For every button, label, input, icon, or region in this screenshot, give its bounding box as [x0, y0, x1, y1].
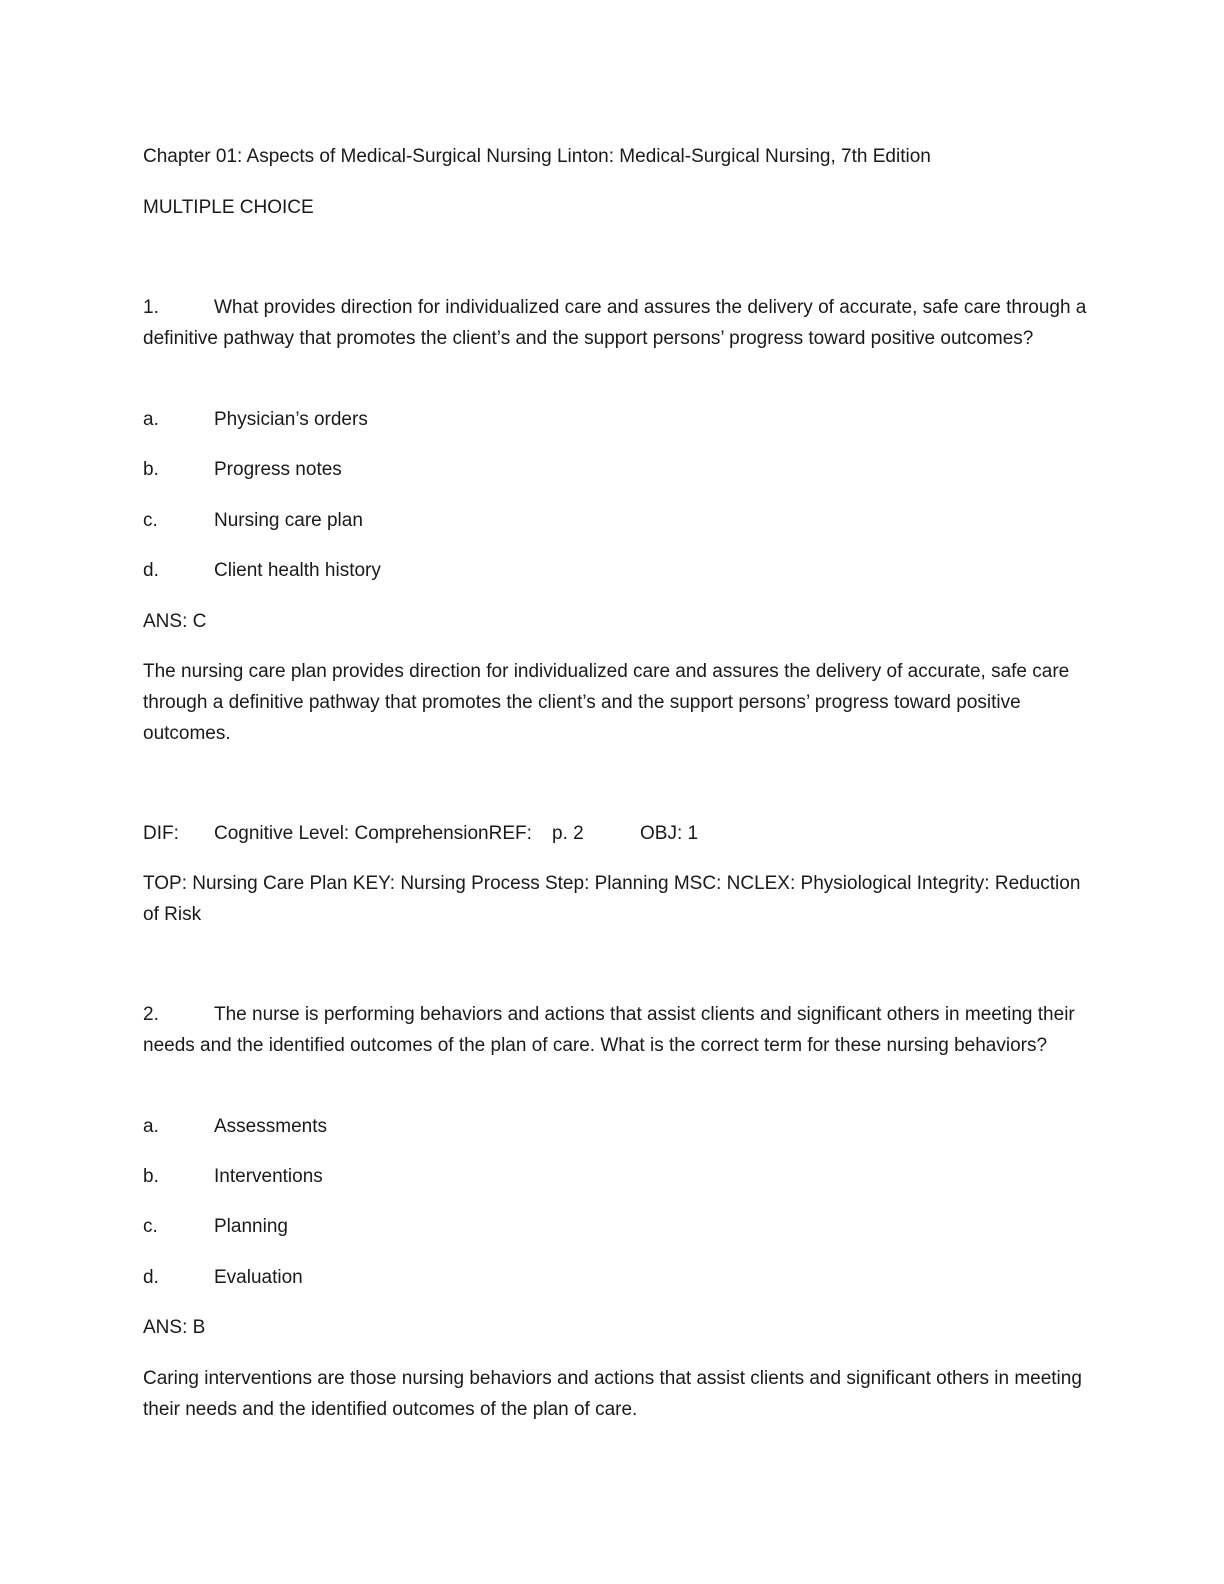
- option-text: Interventions: [214, 1166, 323, 1187]
- option-letter: d.: [143, 1267, 159, 1288]
- dif-label: DIF:: [143, 823, 179, 844]
- option-text: Client health history: [214, 560, 381, 581]
- objective: OBJ: 1: [640, 823, 699, 844]
- question-tags: TOP: Nursing Care Plan KEY: Nursing Process Step: Planning MSC: NCLEX: Physiological Integrity: Reduction of Risk: [143, 873, 1081, 925]
- answer-option-b: [143, 1161, 323, 1192]
- option-letter: d.: [143, 560, 159, 581]
- option-letter: c.: [143, 1216, 158, 1237]
- question-stem-first: The nurse is performing behaviors and actions that assist clients and significant others in: [214, 1004, 960, 1025]
- answer-option-c: [143, 1211, 288, 1242]
- answer-option-a: [143, 1111, 327, 1142]
- section-heading: MULTIPLE CHOICE: [143, 197, 314, 218]
- answer-key: ANS: B: [143, 1317, 206, 1338]
- question-metadata-row: [143, 818, 1088, 849]
- option-letter: b.: [143, 1166, 159, 1187]
- option-letter: a.: [143, 409, 159, 430]
- option-text: Progress notes: [214, 459, 342, 480]
- page-reference: p. 2: [552, 823, 584, 844]
- option-letter: c.: [143, 510, 158, 531]
- option-text: Nursing care plan: [214, 510, 363, 531]
- rationale: Caring interventions are those nursing behaviors and actions that assist clients and significant others in meeting their needs and the identified outcomes of the plan of care.: [143, 1368, 1082, 1420]
- option-text: Assessments: [214, 1116, 327, 1137]
- question-stem-rest: through a definitive pathway that promotes the client’s and the support persons’ progress toward positive outcomes?: [143, 297, 1087, 349]
- answer-option-c: [143, 505, 363, 536]
- answer-option-b: [143, 454, 342, 485]
- option-text: Planning: [214, 1216, 288, 1237]
- answer-option-d: [143, 1262, 303, 1293]
- question-stem-first: What provides direction for individualized care and assures the delivery of accurate, safe care: [214, 297, 1001, 318]
- option-letter: a.: [143, 1116, 159, 1137]
- question-stem-rest: meeting their needs and the identified outcomes of the plan of care. What is the correct term for these nursing behaviors?: [143, 1004, 1075, 1056]
- answer-option-a: [143, 404, 368, 435]
- answer-key: ANS: C: [143, 611, 207, 632]
- answer-option-d: [143, 555, 381, 586]
- question-number: 2.: [143, 1004, 159, 1025]
- document-title: Chapter 01: Aspects of Medical-Surgical Nursing Linton: Medical-Surgical Nursing, 7th Edition: [143, 146, 931, 167]
- option-text: Physician’s orders: [214, 409, 368, 430]
- option-letter: b.: [143, 459, 159, 480]
- question-number: 1.: [143, 297, 159, 318]
- question-2-stem: [143, 999, 1088, 1061]
- option-text: Evaluation: [214, 1267, 303, 1288]
- cognitive-level: Cognitive Level: ComprehensionREF:: [214, 823, 532, 844]
- question-1-stem: [143, 292, 1088, 354]
- rationale: The nursing care plan provides direction for individualized care and assures the delivery of accurate, safe care through a definitive pathway that promotes the client’s and the support persons’ progress toward positive outcomes.: [143, 661, 1070, 744]
